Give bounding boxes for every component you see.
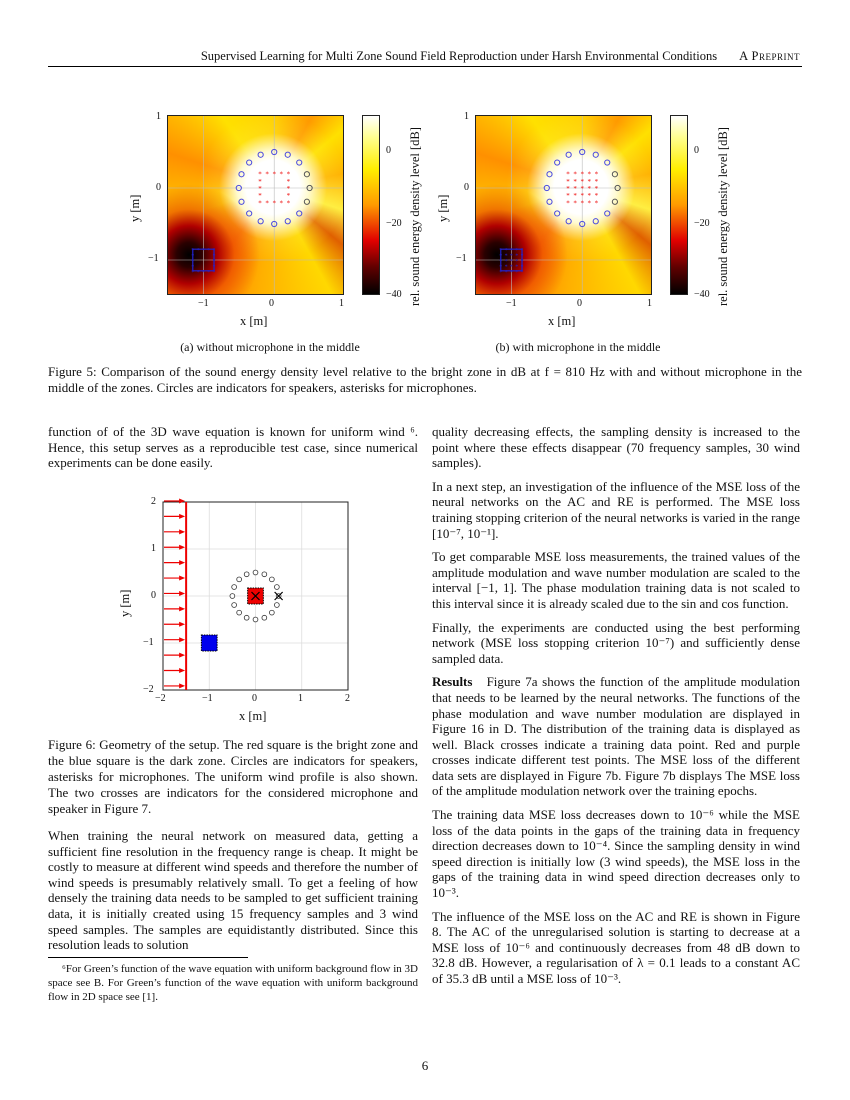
bright-zone-mic: * [265, 199, 269, 208]
speaker-marker [237, 610, 242, 615]
paragraph: The influence of the MSE loss on the AC and RE is shown in Figure 8. The AC of the unregularised solution is starting to decrease at a MSE loss of 10⁻⁶ and continuously decreases from 48 dB down to 32.8 dB. However, a regularisation of λ = 0.1 leads to a constant AC of 35.3 dB until a MSE loss of 10⁻³. [432, 908, 800, 986]
bright-zone-mic: * [587, 170, 592, 179]
header-tag: A Preprint [739, 49, 800, 63]
heatmap-b [475, 115, 652, 295]
wind-arrow-head [179, 591, 185, 596]
x-axis-label: x [m] [548, 314, 576, 328]
xtick: 1 [298, 693, 303, 704]
bright-zone-mic: * [573, 192, 577, 201]
dark-zone-mic: * [191, 253, 195, 260]
dark-zone-mic: * [207, 269, 211, 276]
bright-zone-mic: * [587, 185, 592, 193]
speaker-marker [593, 219, 598, 224]
dark-zone-mic: * [207, 248, 211, 255]
paragraph-text: Figure 7a shows the function of the amplitude modulation that needs to be learned by the neural networks. The functions of the phase modulation and wave number modulation are displayed in Figure 16 in D. The distribution of the training data is displayed as well. Black crosses indicate a training data point. Red and purple crosses indicate different test points. The MSE loss of the different data sets are displayed in Figure 7b. Figure 7b displays The MSE loss of the amplitude modulation network over the training epochs. [432, 674, 801, 799]
wind-arrow-head [179, 668, 185, 673]
dark-zone-mic: * [201, 269, 205, 276]
bright-zone-mic: * [566, 170, 570, 179]
ytick: 0 [151, 590, 156, 601]
speaker-marker [566, 219, 571, 224]
x-axis-label: x [m] [240, 314, 268, 328]
dark-zone-mic: * [191, 269, 195, 276]
dark-zone-mic: * [212, 259, 216, 265]
paragraph: quality decreasing effects, the sampling density is increased to the point where these effects disappear (70 frequency samples, 30 wind samples). [432, 424, 800, 471]
paragraph: The training data MSE loss decreases down to 10⁻⁶ while the MSE loss of the data points in the gaps of the training data in frequency direction decreases down to 10⁻⁴. Since the sampling density in wind speed direction is initially low (3 wind speeds), the MSE loss in the gaps of the training data in wind speed direction decreases only to 10⁻³. [432, 807, 800, 901]
y-axis-label: y [m] [118, 589, 132, 617]
header-title: Supervised Learning for Multi Zone Sound Field Reproduction under Harsh Environmental Conditions [200, 49, 718, 63]
dark-zone-mic: * [191, 259, 195, 265]
bright-zone-mic: * [279, 170, 284, 179]
speaker-marker [605, 211, 610, 216]
paragraph: In a next step, an investigation of the influence of the MSE loss of the neural networks on the AC and RE is performed. The MSE loss training stopping criterion of the neural networks is varied in the range [10⁻⁷, 10⁻¹]. [432, 478, 800, 541]
bright-zone-mic: * [279, 199, 284, 208]
colorbar-label: rel. sound energy density level [dB] [716, 127, 730, 306]
dark-zone [201, 635, 217, 651]
cbar-tick: −40 [386, 289, 402, 300]
ytick: 1 [464, 111, 469, 122]
header-rule [48, 66, 802, 67]
dark-zone-mic: * [520, 264, 524, 271]
dark-zone-mic: * [191, 264, 195, 271]
xtick: 0 [269, 298, 274, 309]
ytick: 0 [464, 182, 469, 193]
ytick: 0 [156, 182, 161, 193]
dark-zone-mic: * [201, 248, 205, 255]
bright-zone-mic: * [286, 192, 291, 201]
dark-zone-mic: * [504, 264, 508, 271]
wind-arrow-head [179, 606, 185, 611]
dark-zone-mic: * [504, 269, 508, 276]
bright-zone-mic: * [594, 185, 599, 193]
speaker-marker [247, 211, 252, 216]
left-column-bottom [48, 828, 418, 961]
dark-zone-mic: * [504, 253, 508, 260]
speaker-marker [297, 160, 302, 165]
speaker-marker [285, 219, 290, 224]
speaker-marker [274, 585, 279, 590]
xtick: 2 [345, 693, 350, 704]
xtick: 1 [647, 298, 652, 309]
bright-zone-mic: * [286, 177, 291, 186]
ytick: 2 [151, 496, 156, 507]
xtick: −1 [198, 298, 209, 309]
wind-arrow-head [179, 637, 185, 642]
speaker-marker [232, 585, 237, 590]
ytick: 1 [156, 111, 161, 122]
bright-zone-mic: * [286, 170, 291, 179]
dark-zone-mic: * [520, 269, 524, 276]
speaker-marker [297, 211, 302, 216]
dark-zone-mic: * [499, 264, 503, 271]
wind-arrow-head [179, 653, 185, 658]
dark-zone-mic: * [504, 259, 508, 265]
xtick: 1 [339, 298, 344, 309]
xtick: −1 [202, 693, 213, 704]
paragraph: function of of the 3D wave equation is known for uniform wind ⁶. Hence, this setup serves as a reproducible test case, since numerical experiments can be done easily. [48, 424, 418, 471]
bright-zone-mic: * [566, 177, 570, 186]
dark-zone-mic: * [212, 269, 216, 276]
speaker-marker [612, 199, 617, 204]
paragraph-heading: Results [432, 674, 473, 690]
bright-zone-mic: * [587, 177, 592, 186]
speaker-marker [239, 172, 244, 177]
bright-zone-mic: * [566, 192, 570, 201]
speaker-marker [605, 160, 610, 165]
dark-zone-mic: * [520, 253, 524, 260]
dark-zone-mic: * [515, 248, 519, 255]
heatmap-a [167, 115, 344, 295]
wind-arrow-head [179, 683, 185, 688]
dark-zone-mic: * [191, 248, 195, 255]
bright-zone-mic: * [272, 199, 276, 208]
geometry-plot [163, 502, 348, 690]
speaker-marker [555, 160, 560, 165]
dark-zone-mic: * [515, 269, 519, 276]
speaker-marker [304, 172, 309, 177]
speaker-marker [555, 211, 560, 216]
dark-zone-mic: * [520, 248, 524, 255]
paragraph: Finally, the experiments are conducted using the best performing network (MSE loss stopping criterion 10⁻⁷) and sufficiently dense sampled data. [432, 619, 800, 666]
bright-zone-mic: * [265, 170, 269, 179]
speaker-marker [547, 199, 552, 204]
bright-zone-mic: * [573, 199, 577, 208]
wind-arrow-head [179, 622, 185, 627]
dark-zone-mic: * [509, 259, 513, 265]
speaker-marker [285, 152, 290, 157]
speaker-marker [258, 152, 263, 157]
speaker-marker [247, 160, 252, 165]
colorbar-a [362, 115, 380, 295]
cbar-tick: 0 [386, 145, 391, 156]
paragraph-results [432, 674, 800, 799]
left-column-top [48, 424, 418, 479]
bright-zone-mic: * [566, 199, 570, 208]
speaker-marker [244, 572, 249, 577]
dark-zone-mic: * [509, 269, 513, 276]
bright-zone-mic: * [258, 170, 262, 179]
paragraph: To get comparable MSE loss measurements, the trained values of the amplitude modulation and wave number modulation are scaled to the interval [−1, 1]. The phase modulation training data is not scaled to this interval since it is already scaled due to the sin and cos function. [432, 549, 800, 611]
right-column [432, 424, 800, 995]
ytick: −1 [456, 253, 467, 264]
running-header [201, 49, 800, 64]
cbar-tick: 0 [694, 145, 699, 156]
y-axis-label: y [m] [128, 194, 142, 222]
dark-zone-mic: * [212, 248, 216, 255]
dark-zone-mic: * [499, 248, 503, 255]
figure6-caption: Figure 6: Geometry of the setup. The red square is the bright zone and the blue square is the dark zone. Circles are indicators for speakers, asterisks for microphones. The uniform wind profile is also shown. The two crosses are indicators for the considered microphone and speaker in Figure 7. [48, 737, 418, 816]
bright-zone-mic: * [258, 192, 262, 201]
speaker-marker [304, 199, 309, 204]
speaker-marker [269, 577, 274, 582]
footnote-rule [48, 957, 248, 958]
cbar-tick: −20 [694, 218, 710, 229]
speaker-marker [244, 615, 249, 620]
dark-zone-mic: * [504, 248, 508, 255]
colorbar-label: rel. sound energy density level [dB] [408, 127, 422, 306]
speaker-marker [232, 603, 237, 608]
wind-arrow-head [179, 560, 185, 565]
dark-zone-mic: * [515, 253, 519, 260]
dark-zone-mic: * [499, 269, 503, 276]
bright-zone-mic: * [258, 185, 262, 193]
bright-zone-mic: * [594, 199, 599, 208]
paragraph: When training the neural network on measured data, getting a sufficient fine resolution in the frequency range is cheap. It might be costly to measure at different wind speeds and therefore the number of wind speeds is presumably relatively small. To get a feeling of how densely the training data needs to be sampled to get sufficient training data, it is initially created using 15 frequency samples and 3 wind speed samples. The samples are equidistantly distributed. Since this resolution leads to solution [48, 828, 418, 953]
bright-zone-mic: * [580, 170, 584, 179]
bright-zone-mic: * [587, 199, 592, 208]
wind-arrow-head [179, 529, 185, 534]
dark-zone-mic: * [520, 259, 524, 265]
bright-zone-mic: * [587, 192, 592, 201]
dark-zone-mic: * [212, 264, 216, 271]
bright-zone-mic: * [258, 177, 262, 186]
bright-zone-mic: * [573, 185, 577, 193]
bright-zone-mic: * [272, 170, 276, 179]
dark-zone-mic: * [196, 248, 200, 255]
cbar-tick: −40 [694, 289, 710, 300]
speaker-marker [612, 172, 617, 177]
ytick: 1 [151, 543, 156, 554]
page-number: 6 [421, 1058, 429, 1073]
subcaption-b: (b) with microphone in the middle [495, 340, 661, 354]
xtick: 0 [252, 693, 257, 704]
wind-arrow-head [179, 576, 185, 581]
speaker-marker [547, 172, 552, 177]
speaker-marker [239, 199, 244, 204]
bright-zone-mic: * [580, 199, 584, 208]
speaker-marker [274, 603, 279, 608]
dark-zone-mic: * [509, 253, 513, 260]
bright-zone-mic: * [580, 185, 584, 193]
speaker-marker [566, 152, 571, 157]
footnote: ⁶For Green’s function of the wave equation with uniform background flow in 3D space see B. For Green’s function of the wave equation with uniform background flow in 2D space see [1]. [48, 963, 418, 1003]
dark-zone-mic: * [499, 259, 503, 265]
colorbar-b [670, 115, 688, 295]
ytick: −1 [143, 637, 154, 648]
dark-zone-mic: * [515, 259, 519, 265]
ytick: −2 [143, 684, 154, 695]
bright-zone-mic: * [594, 170, 599, 179]
speaker-marker [269, 610, 274, 615]
speaker-marker [262, 615, 267, 620]
bright-zone-mic: * [580, 177, 584, 186]
cbar-tick: −20 [386, 218, 402, 229]
dark-zone-mic: * [499, 253, 503, 260]
bright-zone-mic: * [286, 185, 291, 193]
speaker-marker [262, 572, 267, 577]
dark-zone-mic: * [509, 264, 513, 271]
ytick: −1 [148, 253, 159, 264]
xtick: −1 [506, 298, 517, 309]
dark-zone-mic: * [509, 248, 513, 255]
speaker-marker [593, 152, 598, 157]
wind-arrow-head [179, 514, 185, 519]
y-axis-label: y [m] [436, 194, 450, 222]
figure5-caption: Figure 5: Comparison of the sound energy density level relative to the bright zone in dB at f = 810 Hz with and without microphone in the middle of the zones. Circles are indicators for speakers, asterisks for microphones. [48, 364, 802, 395]
dark-zone-mic: * [196, 269, 200, 276]
bright-zone-mic: * [573, 177, 577, 186]
wind-arrow-head [179, 499, 185, 504]
xtick: −2 [155, 693, 166, 704]
subcaption-a: (a) without microphone in the middle [180, 340, 360, 354]
dark-zone-mic: * [515, 264, 519, 271]
speaker-marker [253, 617, 258, 622]
bright-zone-mic: * [594, 192, 599, 201]
bright-zone-mic: * [566, 185, 570, 193]
xtick: 0 [577, 298, 582, 309]
bright-zone-mic: * [573, 170, 577, 179]
bright-zone-mic: * [258, 199, 262, 208]
bright-zone-mic: * [286, 199, 291, 208]
speaker-marker [253, 570, 258, 575]
x-axis-label: x [m] [239, 709, 267, 723]
speaker-marker [230, 594, 235, 599]
speaker-marker [258, 219, 263, 224]
bright-zone-mic: * [580, 192, 584, 201]
bright-zone-mic: * [594, 177, 599, 186]
speaker-marker [237, 577, 242, 582]
dark-zone-mic: * [212, 253, 216, 260]
